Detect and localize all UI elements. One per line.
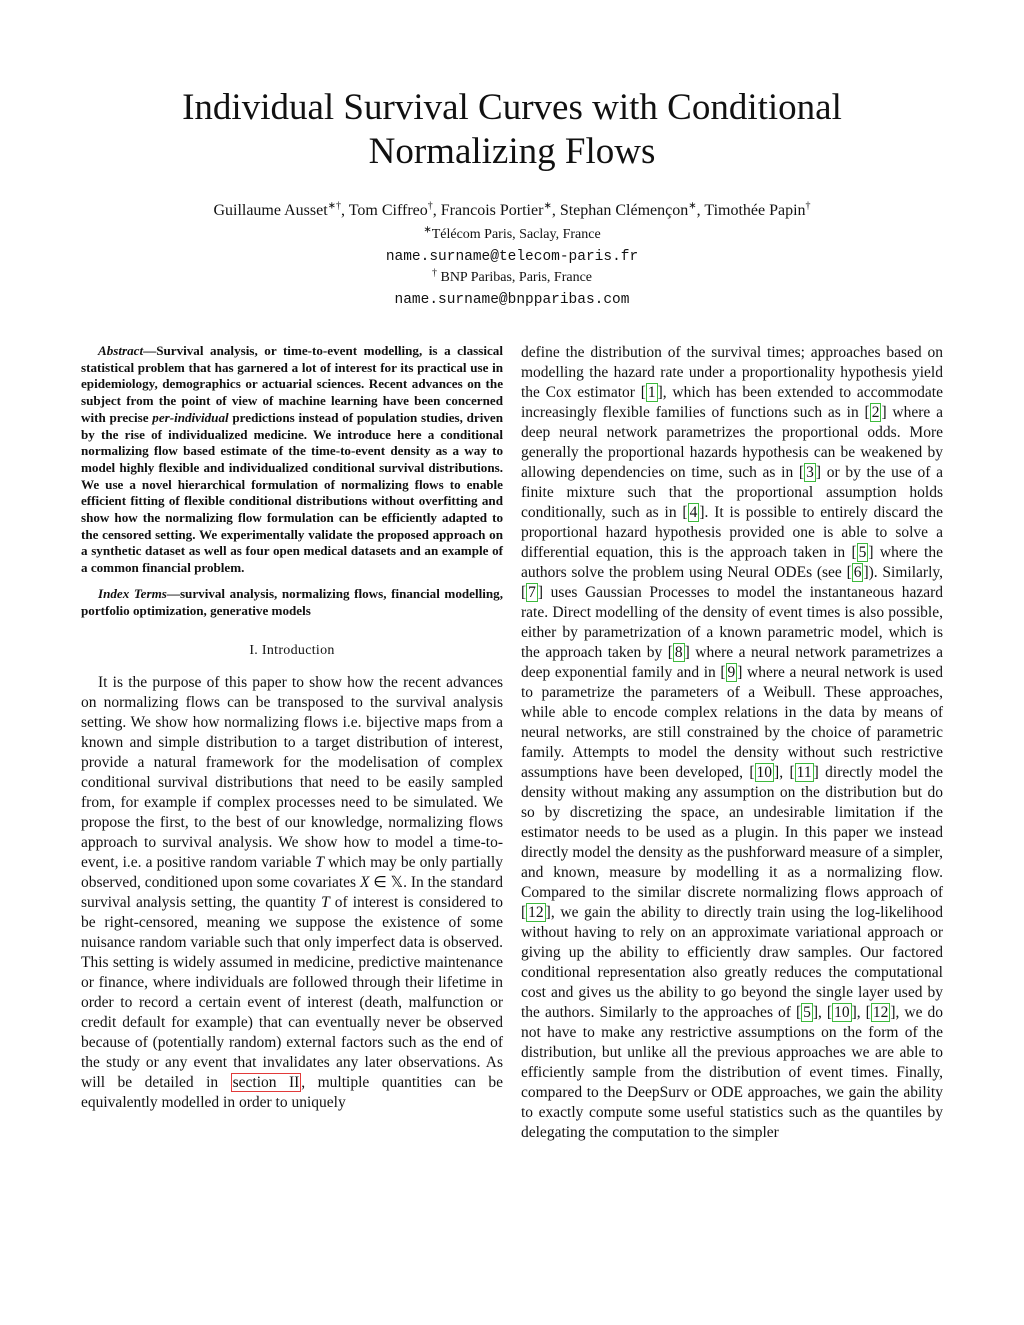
abstract-label: Abstract: [98, 343, 144, 358]
body-text: ], we do not have to make any restrictive assumptions on the form of the distribution, but unlike all the previous approaches we are able to efficiently sample from the distribution of event times. Finally, compared to the DeepSurv or ODE approaches, we gain the ability to exactly compute some useful statistics such as the quantiles by delegating the computation to the simpler: [521, 1004, 943, 1141]
citation-link[interactable]: 1: [647, 384, 656, 401]
author-mark: †: [427, 200, 433, 212]
body-text: ] where a deep neural network parametrizes the proportional odds. More generally the proportional hazards hypothesis can be weakened by allowing dependencies on time, such as in [: [521, 404, 943, 481]
abstract-text: predictions instead of population studies, driven by the rise of individualized medicine. We introduce here a conditional normalizing flow based estimate of the time-to-event density as a way to model highly flexible and individualized conditional survival distributions. We use a novel hierarchical formulation of normalizing flows to enable efficient fitting of flexible conditional distributions without overfitting and show how the normalizing flow formulation can be efficiently adapted to the censored setting. We experimentally validate the proposed approach on a synthetic dataset as well as four open medical datasets and an example of a common financial problem.: [81, 409, 503, 576]
citation-link[interactable]: 5: [803, 1004, 811, 1021]
body-text: define the distribution of the survival times; approaches based on modelling the hazard rate under a proportionality hypothesis yield the Cox estimator [: [521, 344, 943, 401]
author-mark: ∗: [688, 200, 697, 212]
math-variable: T: [315, 854, 324, 872]
author-name: , Tom Ciffreo: [341, 202, 428, 219]
author-mark: ∗†: [327, 200, 342, 212]
intro-paragraph-continued: [521, 343, 943, 1143]
citation-link[interactable]: 5: [858, 544, 867, 561]
body-text: ], [: [774, 764, 795, 781]
math-variable: T: [321, 894, 330, 912]
intro-text: of interest is considered to be right-censored, meaning we suppose the existence of some nuisance random variable such that only imperfect data is observed. This setting is widely assumed in medicine, predictive maintenance or finance, where individuals are followed through their lifetime in order to record a certain event of interest (death, malfunction or credit default for example) that can eventually never be observed because of (potentially random) external factors such as the end of the study or any event that invalidates any later observations. As will be detailed in: [81, 894, 503, 1092]
body-text: ] where a neural network parametrizes a deep exponential family and in [: [521, 644, 943, 681]
citation-link[interactable]: 10: [834, 1004, 850, 1021]
citation-link[interactable]: 9: [727, 664, 736, 681]
intro-text: ∈ 𝕏. In the standard survival analysis setting, the quantity: [81, 874, 504, 912]
index-terms-text: —survival analysis, normalizing flows, financial modelling, portfolio optimization, generative models: [81, 585, 503, 618]
math-variable: X: [359, 874, 370, 892]
citation-link[interactable]: 6: [853, 564, 862, 581]
body-text: ] uses Gaussian Processes to model the instantaneous hazard rate. Direct modelling of the density of event times is also possible, either by parametrization of a known parametric model, which is the approach taken by [: [521, 584, 943, 661]
citation-link[interactable]: 3: [806, 464, 814, 481]
intro-text: which may be only partially observed, conditioned upon some covariates: [81, 854, 503, 892]
affiliation-mark: ∗: [423, 224, 432, 236]
abstract: [81, 343, 503, 577]
affiliation-bnp: [0, 267, 1024, 286]
index-terms-label: Index Terms: [98, 585, 167, 601]
body-text: ], [: [812, 1004, 833, 1021]
left-column: [81, 343, 503, 1113]
intro-text: , multiple quantities can be equivalently modelled in order to uniquely: [81, 1074, 503, 1112]
citation-link[interactable]: 10: [756, 764, 773, 781]
intro-text: It is the purpose of this paper to show how the recent advances on normalizing flows can be transposed to the survival analysis setting. We show how normalizing flows i.e. bijective maps from a known and simple distribution to a target distribution of interest, provide a natural framework for the modelisation of complex conditional survival distributions that need to be easily sampled from, for example if complex processes need to be simulated. We propose the first, to the best of our knowledge, normalizing flows approach to survival analysis. We show how to model a time-to-event, i.e. a positive random variable: [81, 674, 503, 872]
citation-link[interactable]: 4: [689, 504, 698, 521]
abstract-emphasis: per-individual: [152, 409, 229, 425]
author-name: Guillaume Ausset: [213, 202, 328, 219]
author-name: , Stephan Clémençon: [551, 202, 689, 219]
body-text: ] directly model the density without making any assumption on the distribution but do so by discretizing the space, an undesirable limitation if the estimator needs to be used as a plugin. In this paper we instead directly model the density as the pushforward measure of a simpler, and known, measure by modelling it as a normalizing flow. Compared to the similar discrete normalizing flows approach of [: [521, 764, 943, 921]
body-text: ]). Similarly, [: [521, 564, 943, 601]
citation-link[interactable]: 12: [872, 1004, 889, 1021]
body-text: ] or by the use of a finite mixture such that the proportional assumption holds conditionally, such as in [: [521, 464, 943, 521]
author-name: , Timothée Papin: [696, 202, 806, 219]
affiliation-telecom: [0, 224, 1024, 243]
right-column: [521, 343, 943, 1143]
section-link[interactable]: section II: [232, 1074, 300, 1092]
index-terms: [81, 586, 503, 619]
email-bnp: name.surname@bnpparibas.com: [394, 292, 630, 308]
body-text: ], [: [851, 1004, 871, 1021]
citation-link[interactable]: 8: [674, 644, 683, 661]
intro-paragraph: [81, 673, 503, 1113]
body-text: ], we gain the ability to directly train using the log-likelihood without having to rely on an approximate variational approach or giving up the ability to efficiently draw samples. Our factored conditional representation also greatly reduces the computational cost and gives us the ability to go beyond the single layer used by the authors. Similarly to the approaches of [: [521, 904, 943, 1021]
citation-link[interactable]: 2: [871, 404, 880, 421]
author-mark: ∗: [543, 200, 552, 212]
citation-link[interactable]: 11: [796, 764, 812, 781]
body-text: ] where a neural network is used to parametrize the parameters of a Weibull. These approaches, while able to encode complex relations in the data by means of neural networks, are still constrained by the choice of parametric family. Attempts to model the density without such restrictive assumptions have been developed, [: [521, 664, 943, 781]
paper-title: [0, 86, 1024, 174]
affiliation-text: BNP Paribas, Paris, France: [436, 270, 593, 285]
email-telecom: name.surname@telecom-paris.fr: [385, 249, 639, 265]
author-list: [0, 202, 1024, 220]
affiliation-mark: †: [431, 267, 437, 279]
title-line-2: Normalizing Flows: [368, 131, 656, 172]
author-name: , Francois Portier: [432, 202, 544, 219]
body-text: ]. It is possible to entirely discard the proportional hazard hypothesis provided one is able to solve a differential equation, this is the approach taken in [: [521, 504, 944, 561]
section-heading-introduction: I. Introduction: [249, 643, 335, 659]
body-text: ] where the authors solve the problem using Neural ODEs (see [: [521, 544, 943, 581]
abstract-text: —Survival analysis, or time-to-event modelling, is a classical statistical problem that has garnered a lot of interest for its practical use in epidemiology, demographics or actuarial sciences. Recent advances on the subject from the point of view of machine learning have been concerned with precise: [81, 343, 503, 425]
citation-link[interactable]: 12: [528, 904, 544, 921]
affiliation-text: Télécom Paris, Saclay, France: [431, 227, 601, 242]
title-line-1: Individual Survival Curves with Conditional: [182, 87, 842, 128]
author-mark: †: [805, 200, 811, 212]
body-text: ], which has been extended to accommodate increasingly flexible families of functions such as in [: [521, 384, 943, 421]
citation-link[interactable]: 7: [528, 584, 536, 601]
